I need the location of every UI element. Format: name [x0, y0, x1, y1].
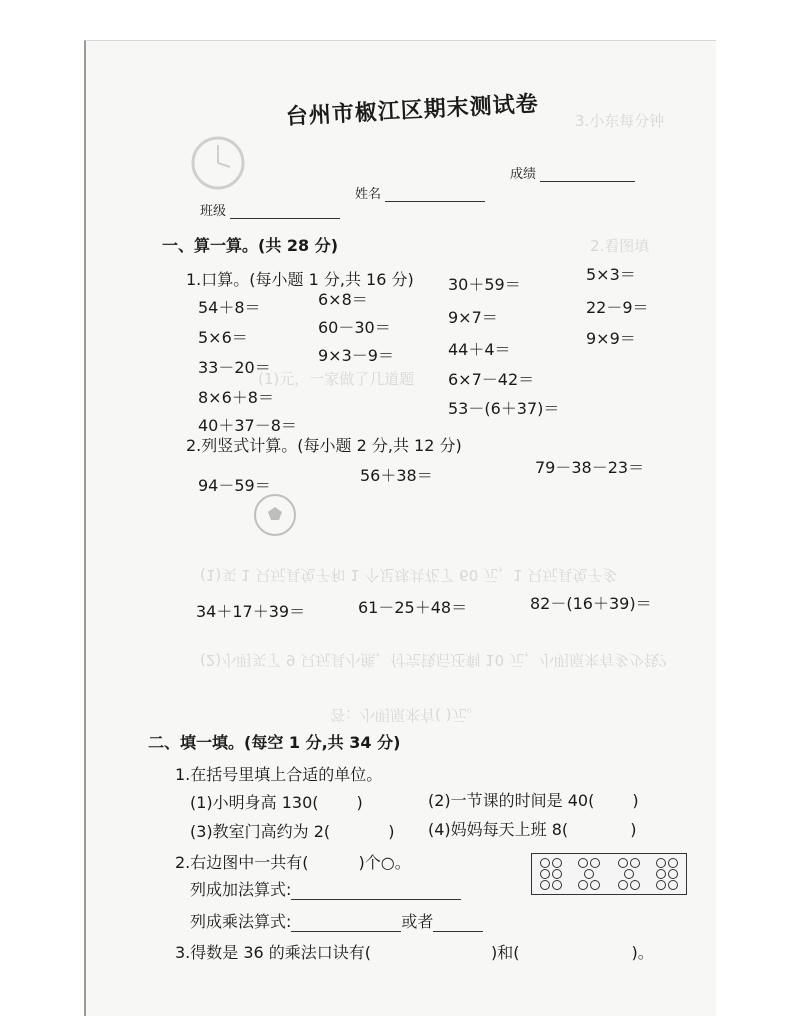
circle-icon: [656, 880, 666, 890]
circle-icon: [668, 858, 678, 868]
add-formula-label: 列成加法算式:: [190, 880, 292, 899]
fill-item-text: (2)一节课的时间是 40(: [428, 791, 595, 810]
circle-icon: [668, 869, 678, 879]
name-field: [355, 183, 485, 202]
bleed-through-text: (1)元，一家做了几道题: [258, 370, 415, 388]
name-blank[interactable]: [385, 187, 485, 202]
circle-icon: [540, 880, 550, 890]
fill-item-text: (3)教室门高约为 2(: [190, 822, 331, 841]
circle-icon: [540, 869, 550, 879]
mul-formula-blank[interactable]: [291, 915, 401, 932]
circle-icon: [618, 858, 628, 868]
circle-icon: [540, 858, 550, 868]
q2-text: 2.右边图中一共有(: [175, 853, 309, 872]
problem: 94－59＝: [198, 476, 271, 495]
circle-icon: [630, 880, 640, 890]
bleed-through-ball-icon: [252, 492, 298, 538]
q1-label: 1.口算。(每小题 1 分,共 16 分): [186, 270, 414, 289]
score-blank[interactable]: [540, 167, 635, 182]
problem: 60－30＝: [318, 318, 391, 337]
circle-icon: [630, 858, 640, 868]
fill-item-text: (1)小明身高 130(: [190, 793, 319, 812]
bleed-through-text: 2.看图填: [590, 237, 650, 255]
circle-icon: [668, 880, 678, 890]
class-blank[interactable]: [230, 204, 340, 219]
bleed-through-text: 3.小东每分钟: [575, 112, 665, 130]
fill-item-text: ): [388, 822, 395, 841]
q3-text: )。: [631, 943, 654, 962]
problem: 44＋4＝: [448, 340, 511, 359]
question-label: [175, 943, 654, 963]
fill-item: [190, 793, 363, 813]
problem: 53－(6＋37)＝: [448, 399, 560, 418]
problem: 8×6＋8＝: [198, 388, 274, 407]
circle-icon: [584, 869, 594, 879]
bleed-through-text: (2)小明买了 9 只玩具小熊，付完钱后还剩 10 元，小明原来有多少钱？: [200, 651, 674, 669]
score-label: 成绩: [510, 167, 537, 182]
problem: 6×8＝: [318, 290, 368, 309]
problem: 34＋17＋39＝: [196, 602, 306, 621]
fill-item: [428, 791, 639, 811]
circle-icon: [656, 869, 666, 879]
problem: 61－25＋48＝: [358, 598, 468, 617]
problem: 79－38－23＝: [535, 458, 645, 477]
problem: 5×6＝: [198, 328, 248, 347]
add-formula-blank[interactable]: [291, 883, 461, 900]
or-text: 或者: [401, 912, 434, 931]
q2-text: )个○。: [358, 853, 411, 872]
problem: 5×3＝: [586, 265, 636, 284]
problem: 54＋8＝: [198, 298, 261, 317]
bleed-through-clock-icon: [190, 135, 246, 191]
problem: 6×7－42＝: [448, 370, 535, 389]
question-label: 2.列竖式计算。(每小题 2 分,共 12 分): [186, 436, 462, 455]
bleed-through-text: (1)买 1 只玩具兔子和 1 个足球共花了 60 元，1 只玩具兔子多: [200, 566, 618, 584]
problem: 9×3－9＝: [318, 346, 394, 365]
problem: 9×9＝: [586, 329, 636, 348]
question-label: [186, 270, 414, 290]
circle-icon: [590, 880, 600, 890]
circle-icon: [552, 869, 562, 879]
add-formula: [190, 880, 461, 900]
circle-icon: [618, 880, 628, 890]
circle-icon: [578, 858, 588, 868]
section-heading: 一、算一算。(共 28 分): [162, 236, 339, 255]
question-label: [175, 853, 411, 873]
q3-text: 3.得数是 36 的乘法口诀有(: [175, 943, 372, 962]
problem: 22－9＝: [586, 298, 649, 317]
class-label: 班级: [200, 204, 227, 219]
problem: 9×7＝: [448, 308, 498, 327]
section-heading: 二、填一填。(每空 1 分,共 34 分): [148, 733, 401, 752]
score-field: [510, 163, 635, 182]
circle-icon: [656, 858, 666, 868]
circle-icon: [624, 869, 634, 879]
fill-item-text: ): [356, 793, 363, 812]
name-label: 姓名: [355, 187, 382, 202]
fill-item-text: ): [632, 791, 639, 810]
circle-icon: [552, 858, 562, 868]
problem: 56＋38＝: [360, 466, 433, 485]
problem: 30＋59＝: [448, 275, 521, 294]
mul-formula: [190, 912, 483, 932]
q3-text: )和(: [491, 943, 520, 962]
page-title: 台州市椒江区期末测试卷: [285, 91, 540, 130]
problem: 82－(16＋39)＝: [530, 594, 652, 613]
mul-formula-blank[interactable]: [433, 915, 483, 932]
circle-icon: [578, 880, 588, 890]
question-label: 1.在括号里填上合适的单位。: [175, 765, 383, 784]
problem: 33－20＝: [198, 358, 271, 377]
circle-figure: [531, 853, 687, 895]
circle-icon: [590, 858, 600, 868]
circle-icon: [552, 880, 562, 890]
mul-formula-label: 列成乘法算式:: [190, 912, 292, 931]
fill-item-text: (4)妈妈每天上班 8(: [428, 820, 569, 839]
problem: 40＋37－8＝: [198, 416, 297, 435]
fill-item: [190, 822, 394, 842]
fill-item-text: ): [630, 820, 637, 839]
bleed-through-text: 答：小明原来有( )元。: [330, 706, 482, 724]
class-field: [200, 200, 340, 219]
fill-item: [428, 820, 636, 840]
